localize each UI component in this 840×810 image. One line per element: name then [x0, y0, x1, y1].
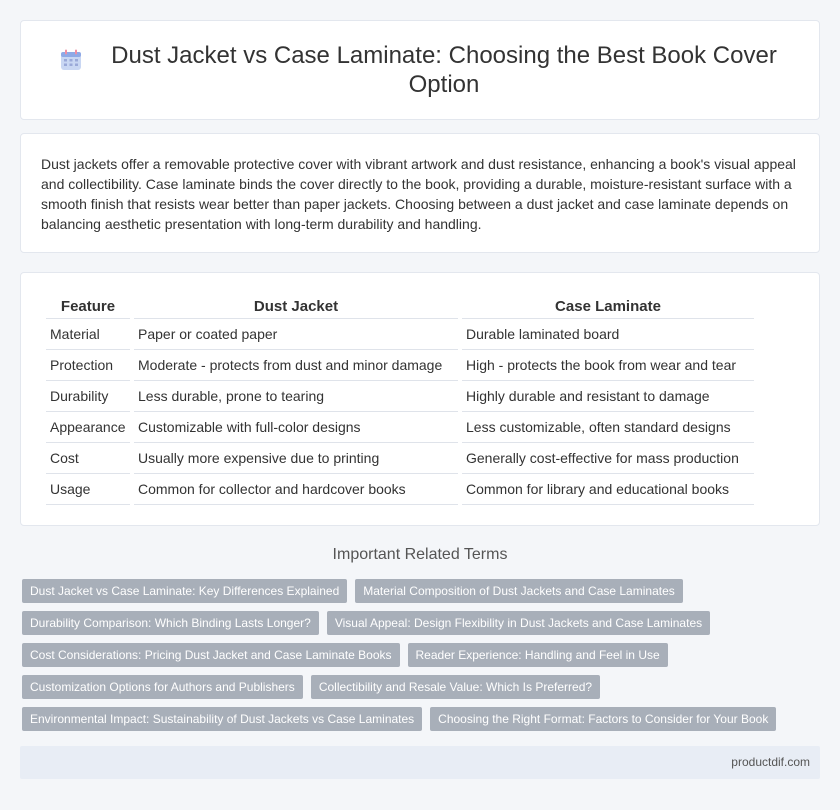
related-term-tag[interactable]: Customization Options for Authors and Publishers — [22, 675, 303, 699]
table-row — [46, 381, 754, 412]
row-dust-jacket: Common for collector and hardcover books — [134, 474, 458, 505]
related-term-tag[interactable]: Dust Jacket vs Case Laminate: Key Differences Explained — [22, 579, 347, 603]
row-feature: Material — [46, 319, 130, 350]
comparison-table — [42, 297, 758, 505]
page-title: Dust Jacket vs Case Laminate: Choosing the Best Book Cover Option — [111, 42, 777, 98]
row-feature: Cost — [46, 443, 130, 474]
header-feature: Feature — [46, 297, 130, 319]
header-dust-jacket: Dust Jacket — [134, 297, 458, 319]
title-wrap — [60, 41, 780, 99]
related-term-tag[interactable]: Durability Comparison: Which Binding Lasts Longer? — [22, 611, 319, 635]
related-terms-heading: Important Related Terms — [332, 546, 508, 563]
related-term-tag[interactable]: Environmental Impact: Sustainability of Dust Jackets vs Case Laminates — [22, 707, 422, 731]
related-terms-list — [22, 579, 822, 739]
row-feature: Appearance — [46, 412, 130, 443]
footer — [20, 746, 820, 779]
tag-row — [22, 643, 822, 667]
table-row — [46, 319, 754, 350]
related-term-tag[interactable]: Visual Appeal: Design Flexibility in Dust Jackets and Case Laminates — [327, 611, 710, 635]
intro-card — [20, 133, 820, 253]
table-row — [46, 350, 754, 381]
row-case-laminate: High - protects the book from wear and tear — [462, 350, 754, 381]
row-case-laminate: Common for library and educational books — [462, 474, 754, 505]
table-row — [46, 443, 754, 474]
related-term-tag[interactable]: Cost Considerations: Pricing Dust Jacket and Case Laminate Books — [22, 643, 400, 667]
row-dust-jacket: Paper or coated paper — [134, 319, 458, 350]
calendar-icon — [60, 49, 82, 71]
related-term-tag[interactable]: Material Composition of Dust Jackets and Case Laminates — [355, 579, 682, 603]
tag-row — [22, 579, 822, 603]
row-dust-jacket: Moderate - protects from dust and minor damage — [134, 350, 458, 381]
row-feature: Protection — [46, 350, 130, 381]
related-term-tag[interactable]: Choosing the Right Format: Factors to Consider for Your Book — [430, 707, 776, 731]
header-case-laminate: Case Laminate — [462, 297, 754, 319]
row-feature: Usage — [46, 474, 130, 505]
table-row — [46, 474, 754, 505]
tag-row — [22, 707, 822, 731]
row-case-laminate: Durable laminated board — [462, 319, 754, 350]
tag-row — [22, 611, 822, 635]
row-dust-jacket: Customizable with full-color designs — [134, 412, 458, 443]
row-dust-jacket: Less durable, prone to tearing — [134, 381, 458, 412]
comparison-table-card — [20, 272, 820, 526]
footer-site-link[interactable]: productdif.com — [731, 755, 810, 769]
row-case-laminate: Less customizable, often standard designs — [462, 412, 754, 443]
related-term-tag[interactable]: Collectibility and Resale Value: Which Is Preferred? — [311, 675, 600, 699]
table-row — [46, 412, 754, 443]
row-case-laminate: Generally cost-effective for mass production — [462, 443, 754, 474]
header-card — [20, 20, 820, 120]
row-dust-jacket: Usually more expensive due to printing — [134, 443, 458, 474]
related-term-tag[interactable]: Reader Experience: Handling and Feel in Use — [408, 643, 668, 667]
row-feature: Durability — [46, 381, 130, 412]
row-case-laminate: Highly durable and resistant to damage — [462, 381, 754, 412]
tag-row — [22, 675, 822, 699]
table-header-row — [46, 297, 754, 319]
intro-text: Dust jackets offer a removable protective cover with vibrant artwork and dust resistance, enhancing a book's visual appeal and collectibility. Case laminate binds the cover directly to the book, providing a durable, moisture-resistant surface with a smooth finish that resists wear better than paper jackets. Choosing between a dust jacket and case laminate depends on balancing aesthetic presentation with long-term durability and handling. — [41, 156, 796, 232]
